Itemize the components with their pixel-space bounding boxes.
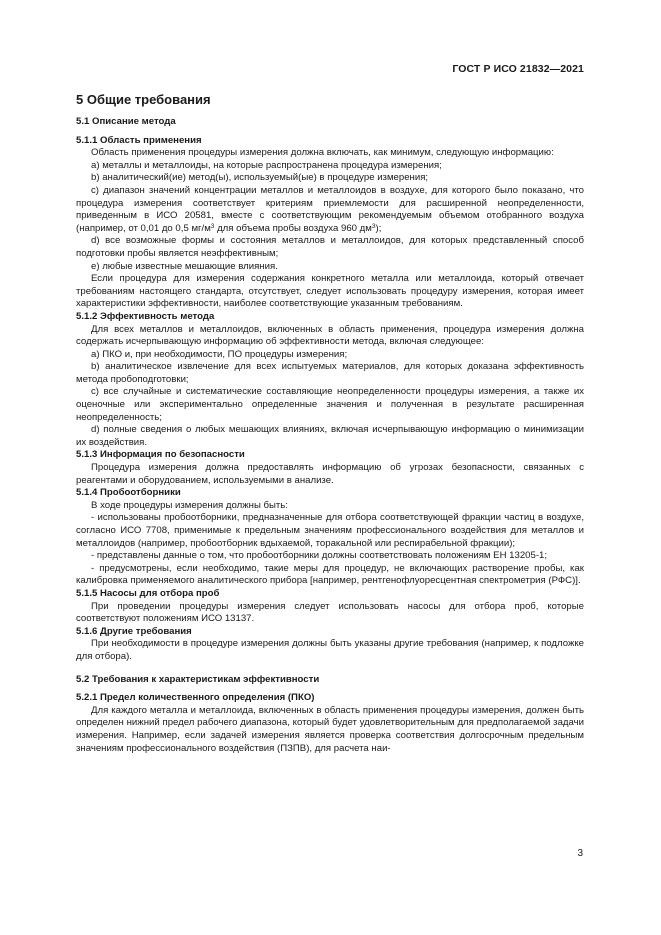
section-5-2-1-title: 5.2.1 Предел количественного определения (ПКО)	[76, 692, 315, 704]
standard-designation: ГОСТ Р ИСО 21832—2021	[452, 63, 584, 75]
page-content	[76, 92, 584, 755]
list-item: - предусмотрены, если необходимо, такие меры для процедур, не включающих растворение пробы, как калибровка применяемого аналитического прибора [например, рентгенофлуоресцентная спектрометрия (РФС)].	[76, 562, 584, 587]
paragraph: При необходимости в процедуре измерения должны быть указаны другие требования (например, к подложке для отбора).	[76, 638, 584, 662]
paragraph: Область применения процедуры измерения должна включать, как минимум, следующую информацию:	[91, 147, 554, 159]
paragraph: Если процедура для измерения содержания конкретного металла или металлоида, который отвечает требованиям настоящего стандарта, отсутствует, следует использовать процедуру измерения, которая имеет характеристики эффективности, наиболее соответствующие указанным требованиям.	[76, 273, 584, 310]
paragraph: Процедура измерения должна предоставлять информацию об угрозах безопасности, связанных с реагентами и оборудованием, используемыми в анализе.	[76, 462, 584, 486]
list-item: a) металлы и металлоиды, на которые распространена процедура измерения;	[91, 159, 442, 171]
section-5-1-3-title: 5.1.3 Информация по безопасности	[76, 449, 245, 461]
section-5-1-4-title: 5.1.4 Пробоотборники	[76, 487, 181, 499]
section-5-1-2-title: 5.1.2 Эффективность метода	[76, 310, 215, 322]
paragraph: При проведении процедуры измерения следует использовать насосы для отбора проб, которые соответствуют положениям ИСО 13137.	[76, 600, 584, 625]
superscript: 3	[371, 222, 376, 230]
list-item-text: для объема пробы воздуха 960 дм	[214, 222, 372, 234]
list-item-text: c) диапазон значений концентрации металлов и металлоидов в воздухе, для которого было показано, что процедура измерения соответствует критериям приемлемости для расширенной неопределенности, приведенным в ИСО 20581, вместе с соответствующим рекомендуемым объемом отобранного воздуха (например, от 0,01 до 0,5 мг/м	[76, 184, 584, 234]
list-item: d) все возможные формы и состояния металлов и металлоидов, для которых представленный способ подготовки пробы является неэффективным;	[76, 235, 584, 259]
list-item: - использованы пробоотборники, предназначенные для отбора соответствующей фракции частиц в воздухе, согласно ИСО 7708, применимые к предельным значениям профессионального воздействия для металлов и металлоидов (например, пробоотборник вдыхаемой, торакальной или респирабельной фракции);	[76, 512, 584, 549]
list-item: a) ПКО и, при необходимости, ПО процедуры измерения;	[91, 348, 348, 360]
list-item: c) все случайные и систематические составляющие неопределенности процедуры измерения, а также их оценочные или экспериментально определенные значения и полученная в результате расширенная неопределенность;	[76, 386, 584, 423]
paragraph: В ходе процедуры измерения должны быть:	[91, 499, 288, 511]
superscript: 3	[210, 222, 215, 230]
list-item	[76, 185, 584, 235]
section-5-1-6-title: 5.1.6 Другие требования	[76, 625, 192, 637]
section-5-2-title: 5.2 Требования к характеристикам эффективности	[76, 673, 320, 685]
section-5-1-5-title: 5.1.5 Насосы для отбора проб	[76, 587, 220, 599]
paragraph: Для каждого металла и металлоида, включенных в область применения процедуры измерения, должен быть определен нижний предел рабочего диапазона, который будет удовлетворительным для предполагаемой задачи измерения. Например, если задачей измерения является проверка соответствия долгосрочным предельным значениям профессионального воздействия (ПЗПВ), для расчета наи-	[76, 704, 584, 754]
list-item: b) аналитический(ие) метод(ы), используемый(ые) в процедуре измерения;	[91, 172, 429, 184]
section-5-1-title: 5.1 Описание метода	[76, 116, 176, 127]
list-item: - представлены данные о том, что пробоотборники должны соответствовать положениям ЕН 13205-1;	[91, 550, 548, 562]
page-number: 3	[577, 848, 583, 859]
list-item: d) полные сведения о любых мешающих влияниях, включая исчерпывающую информацию о минимизации их воздействия.	[76, 424, 584, 448]
section-5-1-1-title: 5.1.1 Область применения	[76, 134, 202, 146]
paragraph: Для всех металлов и металлоидов, включенных в область применения, процедура измерения должна содержать исчерпывающую информацию об эффективности метода, включая следующее:	[76, 323, 584, 348]
list-item-text: );	[375, 222, 382, 234]
list-item: b) аналитическое извлечение для всех испытуемых материалов, для которых доказана эффективность метода пробоподготовки;	[76, 361, 584, 385]
list-item: e) любые известные мешающие влияния.	[91, 260, 278, 272]
section-5-title: 5 Общие требования	[76, 92, 211, 107]
